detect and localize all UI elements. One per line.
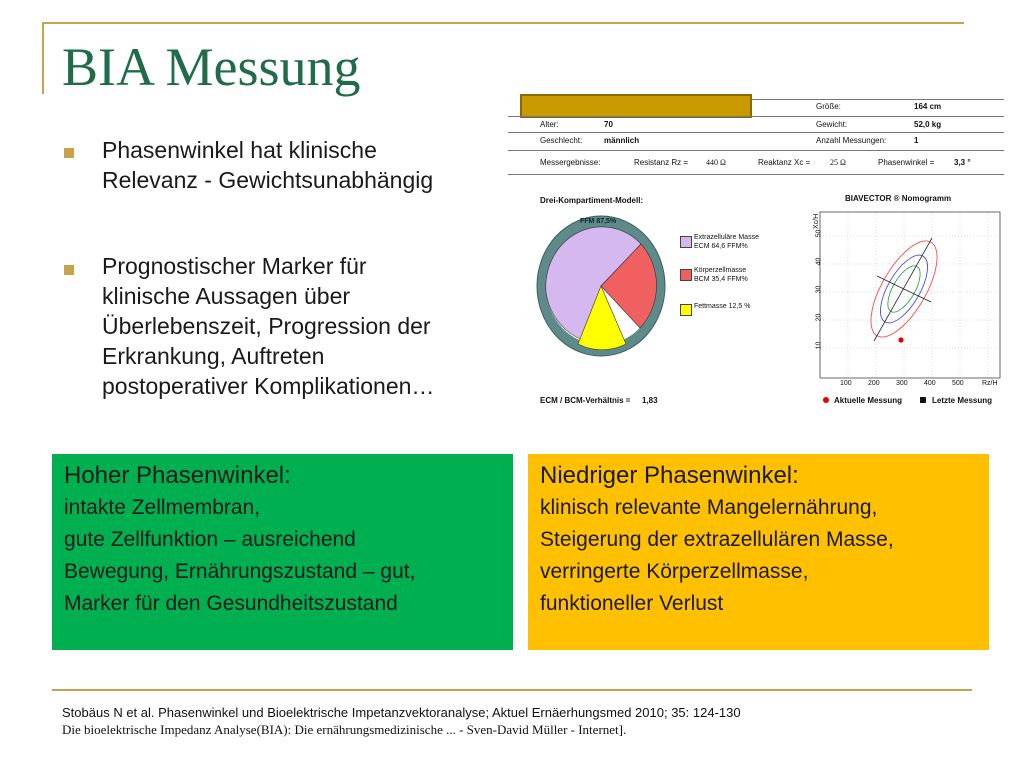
anzahl-label: Anzahl Messungen: bbox=[816, 136, 887, 145]
rule-4 bbox=[508, 174, 1004, 175]
legend-swatch-fat bbox=[680, 304, 692, 316]
rule-3 bbox=[508, 150, 1004, 151]
bullet-text-1 bbox=[102, 135, 522, 195]
phasenwinkel-value: 3,3 ° bbox=[954, 158, 971, 167]
top-border-line bbox=[42, 22, 964, 24]
high-box-line-4: Marker für den Gesundheitszustand bbox=[64, 592, 398, 615]
gewicht-label: Gewicht: bbox=[816, 120, 848, 129]
ecm-bcm-ratio-label: ECM / BCM-Verhältnis = bbox=[540, 396, 631, 405]
legend-fat-line1: Fettmasse 12,5 % bbox=[694, 303, 751, 310]
bullet-marker-2 bbox=[64, 265, 74, 275]
rule-2 bbox=[508, 132, 1004, 133]
groesse-value: 164 cm bbox=[914, 102, 942, 111]
ecm-bcm-ratio-value: 1,83 bbox=[642, 396, 658, 405]
footer-divider-line bbox=[52, 689, 972, 691]
bullet-2-line-1: Prognostischer Marker für bbox=[102, 253, 367, 279]
resistanz-value: 440 Ω bbox=[706, 158, 726, 167]
left-border-line bbox=[42, 22, 44, 94]
rule-1 bbox=[508, 116, 1004, 117]
high-box-title: Hoher Phasenwinkel: bbox=[64, 462, 291, 489]
bullet-2-line-5: postoperativer Komplikationen… bbox=[102, 373, 435, 399]
groesse-label: Größe: bbox=[816, 102, 841, 111]
x-tick-400: 400 bbox=[924, 380, 936, 387]
low-box-line-2: Steigerung der extrazellulären Masse, bbox=[540, 528, 894, 551]
nomogram-frame bbox=[820, 212, 1000, 378]
bullet-text-2 bbox=[102, 251, 522, 401]
pie-title: Drei-Kompartiment-Modell: bbox=[540, 196, 644, 205]
high-box-line-2: gute Zellfunktion – ausreichend bbox=[64, 528, 356, 551]
y-tick-40: 40 bbox=[815, 257, 823, 266]
y-tick-20: 20 bbox=[815, 313, 823, 322]
high-box-line-1: intakte Zellmembran, bbox=[64, 496, 261, 519]
x-tick-200: 200 bbox=[868, 380, 880, 387]
bullet-marker-1 bbox=[64, 148, 74, 158]
phasenwinkel-label: Phasenwinkel = bbox=[878, 158, 935, 167]
legend-last-marker bbox=[920, 397, 926, 403]
legend-bcm-line2: BCM 35,4 FFM% bbox=[694, 276, 748, 283]
low-phase-angle-box bbox=[528, 454, 989, 650]
legend-current-marker bbox=[823, 397, 829, 403]
alter-value: 70 bbox=[604, 120, 613, 129]
bia-report-figure bbox=[508, 94, 1008, 410]
ffm-ring-label: FFM 87,5% bbox=[580, 218, 617, 225]
messergebnisse-label: Messergebnisse: bbox=[540, 158, 601, 167]
nomogram-x-axis-label: Rz/H bbox=[982, 380, 998, 387]
low-box-title: Niedriger Phasenwinkel: bbox=[540, 462, 799, 489]
header-rule bbox=[752, 99, 1004, 100]
reference-2: Die bioelektrische Impedanz Analyse(BIA): Die ernährungsmedizinische ... - Sven-David Müller - Internet]. bbox=[62, 722, 627, 737]
x-tick-300: 300 bbox=[896, 380, 908, 387]
bullet-1-line-2: Relevanz - Gewichtsunabhängig bbox=[102, 167, 434, 193]
legend-current-label: Aktuelle Messung bbox=[834, 396, 903, 405]
biavector-nomogram bbox=[804, 206, 1004, 394]
high-box-line-3: Bewegung, Ernährungszustand – gut, bbox=[64, 560, 416, 583]
legend-ecm-line1: Extrazelluläre Masse bbox=[694, 234, 759, 241]
geschlecht-value: männlich bbox=[604, 136, 640, 145]
bullet-1-line-1: Phasenwinkel hat klinische bbox=[102, 137, 377, 163]
alter-label: Alter: bbox=[540, 120, 559, 129]
low-box-line-1: klinisch relevante Mangelernährung, bbox=[540, 496, 878, 519]
slide-title: BIA Messung bbox=[62, 37, 361, 97]
three-compartment-pie bbox=[534, 212, 668, 360]
y-tick-50: 50 bbox=[815, 229, 823, 238]
legend-swatch-bcm bbox=[680, 269, 692, 281]
legend-swatch-ecm bbox=[680, 236, 692, 248]
legend-last-label: Letzte Messung bbox=[932, 396, 993, 405]
geschlecht-label: Geschlecht: bbox=[540, 136, 583, 145]
current-measurement-point bbox=[898, 337, 903, 342]
reaktanz-label: Reaktanz Xc = bbox=[758, 158, 811, 167]
bullet-2-line-2: klinische Aussagen über bbox=[102, 283, 351, 309]
low-box-line-3: verringerte Körperzellmasse, bbox=[540, 560, 809, 583]
x-tick-100: 100 bbox=[840, 380, 852, 387]
nomogram-title: BIAVECTOR ® Nomogramm bbox=[845, 194, 952, 203]
legend-ecm-line2: ECM 64,6 FFM% bbox=[694, 243, 748, 250]
reaktanz-value: 25 Ω bbox=[830, 158, 846, 167]
high-phase-angle-box bbox=[52, 454, 513, 650]
anzahl-value: 1 bbox=[914, 136, 919, 145]
bullet-2-line-4: Erkrankung, Auftreten bbox=[102, 343, 325, 369]
nomogram-y-axis-label: Xc/H bbox=[813, 213, 820, 229]
low-box-line-4: funktioneller Verlust bbox=[540, 592, 724, 615]
bullet-2-line-3: Überlebenszeit, Progression der bbox=[102, 313, 431, 339]
reference-1: Stobäus N et al. Phasenwinkel und Bioelektrische Impetanzvektoranalyse; Aktuel Ernäerhungsmed 2010; 35: 124-130 bbox=[62, 705, 741, 720]
legend-bcm-line1: Körperzellmasse bbox=[694, 267, 747, 274]
y-tick-30: 30 bbox=[815, 285, 823, 294]
gewicht-value: 52,0 kg bbox=[914, 120, 942, 129]
nomogram-grid bbox=[820, 212, 1000, 378]
x-tick-500: 500 bbox=[952, 380, 964, 387]
resistanz-label: Resistanz Rz = bbox=[634, 158, 689, 167]
report-header-bar bbox=[520, 94, 752, 118]
minor-axis bbox=[877, 276, 931, 302]
y-tick-10: 10 bbox=[815, 341, 823, 350]
